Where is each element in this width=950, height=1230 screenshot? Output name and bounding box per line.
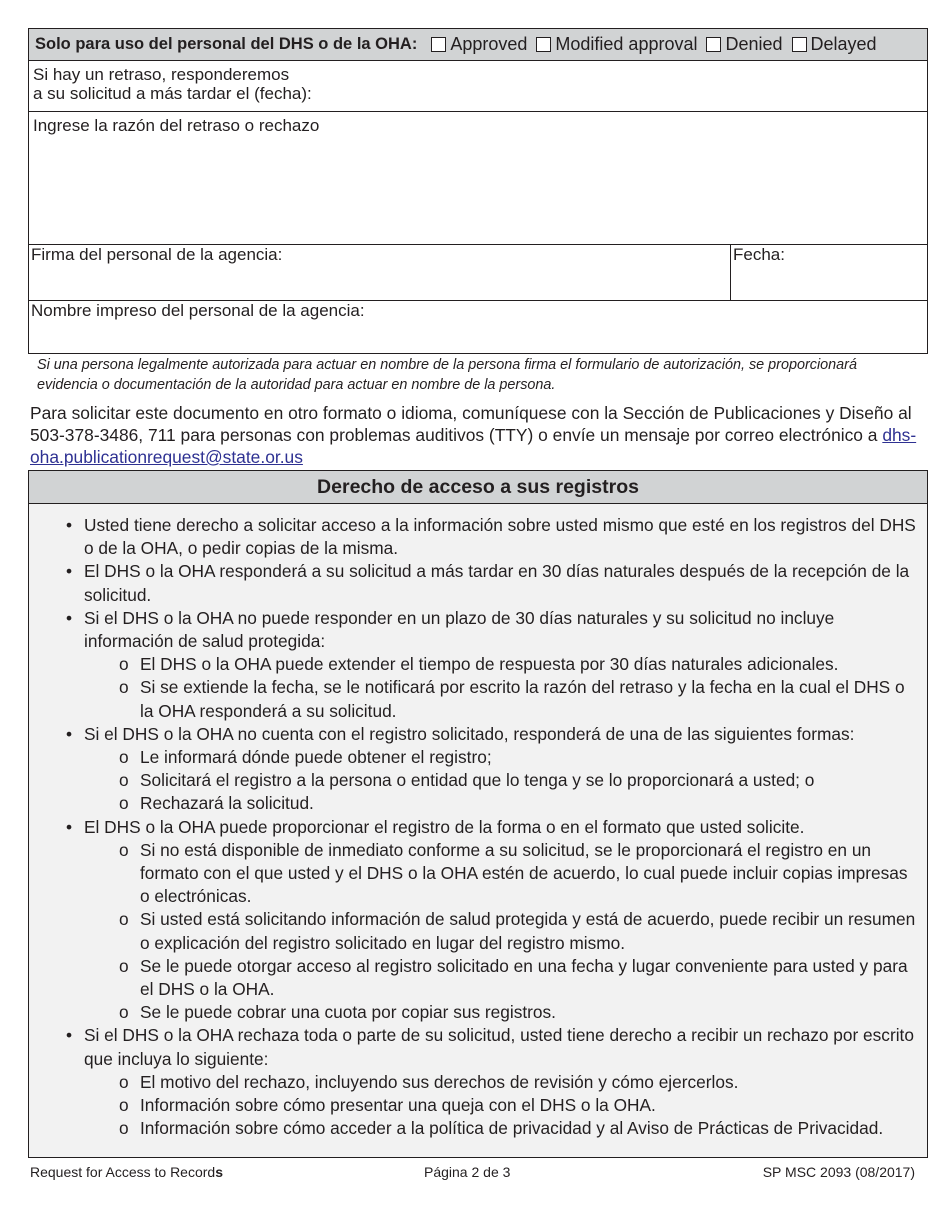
rights-sub-item [84,955,921,1001]
rights-item [29,1024,921,1140]
rights-sub-item-text: Información sobre cómo presentar una queja con el DHS o la OHA. [140,1095,656,1116]
rights-item [29,816,921,1025]
rights-item [29,607,921,723]
delay-label-line1: Si hay un retraso, responderemos [33,65,290,84]
bullet-icon: • [66,561,73,582]
rights-sub-item [84,769,921,792]
rights-item [29,514,921,560]
bullet-icon: • [66,816,73,837]
modified-approval-checkbox[interactable] [536,37,551,52]
staff-use-form [28,28,928,354]
rights-sub-item-text: Se le puede otorgar acceso al registro solicitado en una fecha y lugar conveniente para usted y para el DHS o la OHA. [140,955,908,1000]
page-footer [30,1164,915,1180]
footer-doc-title [30,1164,223,1180]
date-field[interactable] [731,245,927,300]
contact-text: Para solicitar este documento en otro formato o idioma, comuníquese con la Sección de Publicaciones y Diseño al 503-378-3486, 711 para personas con problemas auditivos (TTY) o envíe un mensaje por correo electrónico a [30,403,912,445]
reason-field[interactable] [29,112,927,245]
denied-option[interactable] [706,34,782,55]
approved-label: Approved [450,34,528,54]
circle-bullet-icon: o [119,793,129,814]
rights-sub-item [84,676,921,722]
printed-name-field[interactable] [29,301,927,353]
circle-bullet-icon: o [119,909,129,930]
printed-name-label: Nombre impreso del personal de la agencia: [31,301,365,320]
denied-checkbox[interactable] [706,37,721,52]
delayed-checkbox[interactable] [792,37,807,52]
bullet-icon: • [66,607,73,628]
signature-row [29,245,927,301]
rights-sub-item [84,653,921,676]
bullet-icon: • [66,515,73,535]
circle-bullet-icon: o [119,955,129,976]
rights-sub-list [84,653,921,723]
rights-item-text: Si el DHS o la OHA no cuenta con el registro solicitado, responderá de una de las siguientes formas: [84,723,855,744]
rights-sub-item-text: Rechazará la solicitud. [140,793,314,814]
rights-sub-item-text: Si usted está solicitando información de salud protegida y está de acuerdo, puede recibir un resumen o explicación del registro solicitado en lugar del registro mismo. [140,909,916,953]
footer-page-number: Página 2 de 3 [424,1164,511,1180]
rights-sub-item-text: Se le puede cobrar una cuota por copiar sus registros. [140,1002,556,1023]
rights-list [29,504,927,1140]
circle-bullet-icon: o [119,747,129,768]
rights-item-text: El DHS o la OHA puede proporcionar el registro de la forma o en el formato que usted solicite. [84,816,805,837]
rights-sub-item-text: Si se extiende la fecha, se le notificará por escrito la razón del retraso y la fecha en la cual el DHS o la OHA responderá a su solicitud. [140,677,905,721]
rights-sub-list [84,839,921,1025]
rights-sub-list [84,746,921,816]
footer-doc-title-suffix: s [215,1164,223,1180]
rights-sub-item [84,1117,921,1140]
staff-use-header-row [29,29,927,61]
rights-sub-item [84,908,921,954]
rights-sub-list [84,1071,921,1141]
circle-bullet-icon: o [119,1118,129,1139]
circle-bullet-icon: o [119,1002,129,1023]
approved-option[interactable] [431,34,527,55]
circle-bullet-icon: o [119,770,129,791]
footer-doc-title-main: Request for Access to Record [30,1164,216,1180]
delay-date-field[interactable] [29,61,927,112]
approved-checkbox[interactable] [431,37,446,52]
delay-label-line2: a su solicitud a más tardar el (fecha): [33,84,312,103]
rights-sub-item-text: Le informará dónde puede obtener el registro; [140,747,492,768]
rights-sub-item [84,1094,921,1117]
rights-sub-item-text: El DHS o la OHA puede extender el tiempo de respuesta por 30 días naturales adicionales. [140,654,839,675]
rights-sub-item [84,792,921,815]
signature-field[interactable] [29,245,731,300]
rights-sub-item-text: El motivo del rechazo, incluyendo sus derechos de revisión y cómo ejercerlos. [140,1071,739,1092]
rights-sub-item-text: Si no está disponible de inmediato conforme a su solicitud, se le proporcionará el registro en un formato con el que usted y el DHS o la OHA estén de acuerdo, lo cual puede incluir copias impresas o electrónicas. [140,839,908,907]
rights-item-text: El DHS o la OHA responderá a su solicitud a más tardar en 30 días naturales después de la recepción de la solicitud. [84,561,910,605]
rights-item-text: Si el DHS o la OHA no puede responder en un plazo de 30 días naturales y su solicitud no incluye información de salud protegida: [84,607,835,652]
rights-sub-item [84,1001,921,1024]
circle-bullet-icon: o [119,839,129,860]
bullet-icon: • [66,1025,73,1046]
circle-bullet-icon: o [119,1071,129,1092]
staff-use-label: Solo para uso del personal del DHS o de la OHA: [35,35,418,53]
delayed-label: Delayed [810,34,877,54]
rights-section [28,470,928,1158]
rights-sub-item [84,746,921,769]
footer-form-code: SP MSC 2093 (08/2017) [762,1164,915,1180]
email-link[interactable]: dhs-oha.publicationrequest@state.or.us [30,425,917,467]
circle-bullet-icon: o [119,677,129,698]
date-label: Fecha: [733,245,785,264]
rights-title: Derecho de acceso a sus registros [29,471,927,504]
rights-item-text: Usted tiene derecho a solicitar acceso a la información sobre usted mismo que esté en los registros del DHS o de la OHA, o pedir copias de la misma. [84,515,916,559]
delayed-option[interactable] [792,34,877,55]
contact-paragraph [30,402,925,468]
reason-label: Ingrese la razón del retraso o rechazo [33,116,320,135]
modified-approval-option[interactable] [536,34,697,55]
rights-sub-item-text: Información sobre cómo acceder a la política de privacidad y al Aviso de Prácticas de Privacidad. [140,1118,884,1139]
rights-item [29,560,921,606]
signature-label: Firma del personal de la agencia: [31,245,283,264]
circle-bullet-icon: o [119,1095,129,1116]
rights-sub-item-text: Solicitará el registro a la persona o entidad que lo tenga y se lo proporcionará a usted; o [140,770,815,791]
modified-approval-label: Modified approval [555,34,698,54]
rights-sub-item [84,839,921,909]
legal-authority-note: Si una persona legalmente autorizada para actuar en nombre de la persona firma el formulario de autorización, se proporcionará evidencia o documentación de la autoridad para actuar en nombre de la persona. [37,357,857,393]
denied-label: Denied [725,34,783,54]
rights-sub-item [84,1071,921,1094]
rights-item [29,723,921,816]
rights-item-text: Si el DHS o la OHA rechaza toda o parte de su solicitud, usted tiene derecho a recibir un rechazo por escrito que incluya lo siguiente: [84,1025,914,1069]
bullet-icon: • [66,723,73,744]
circle-bullet-icon: o [119,654,129,675]
